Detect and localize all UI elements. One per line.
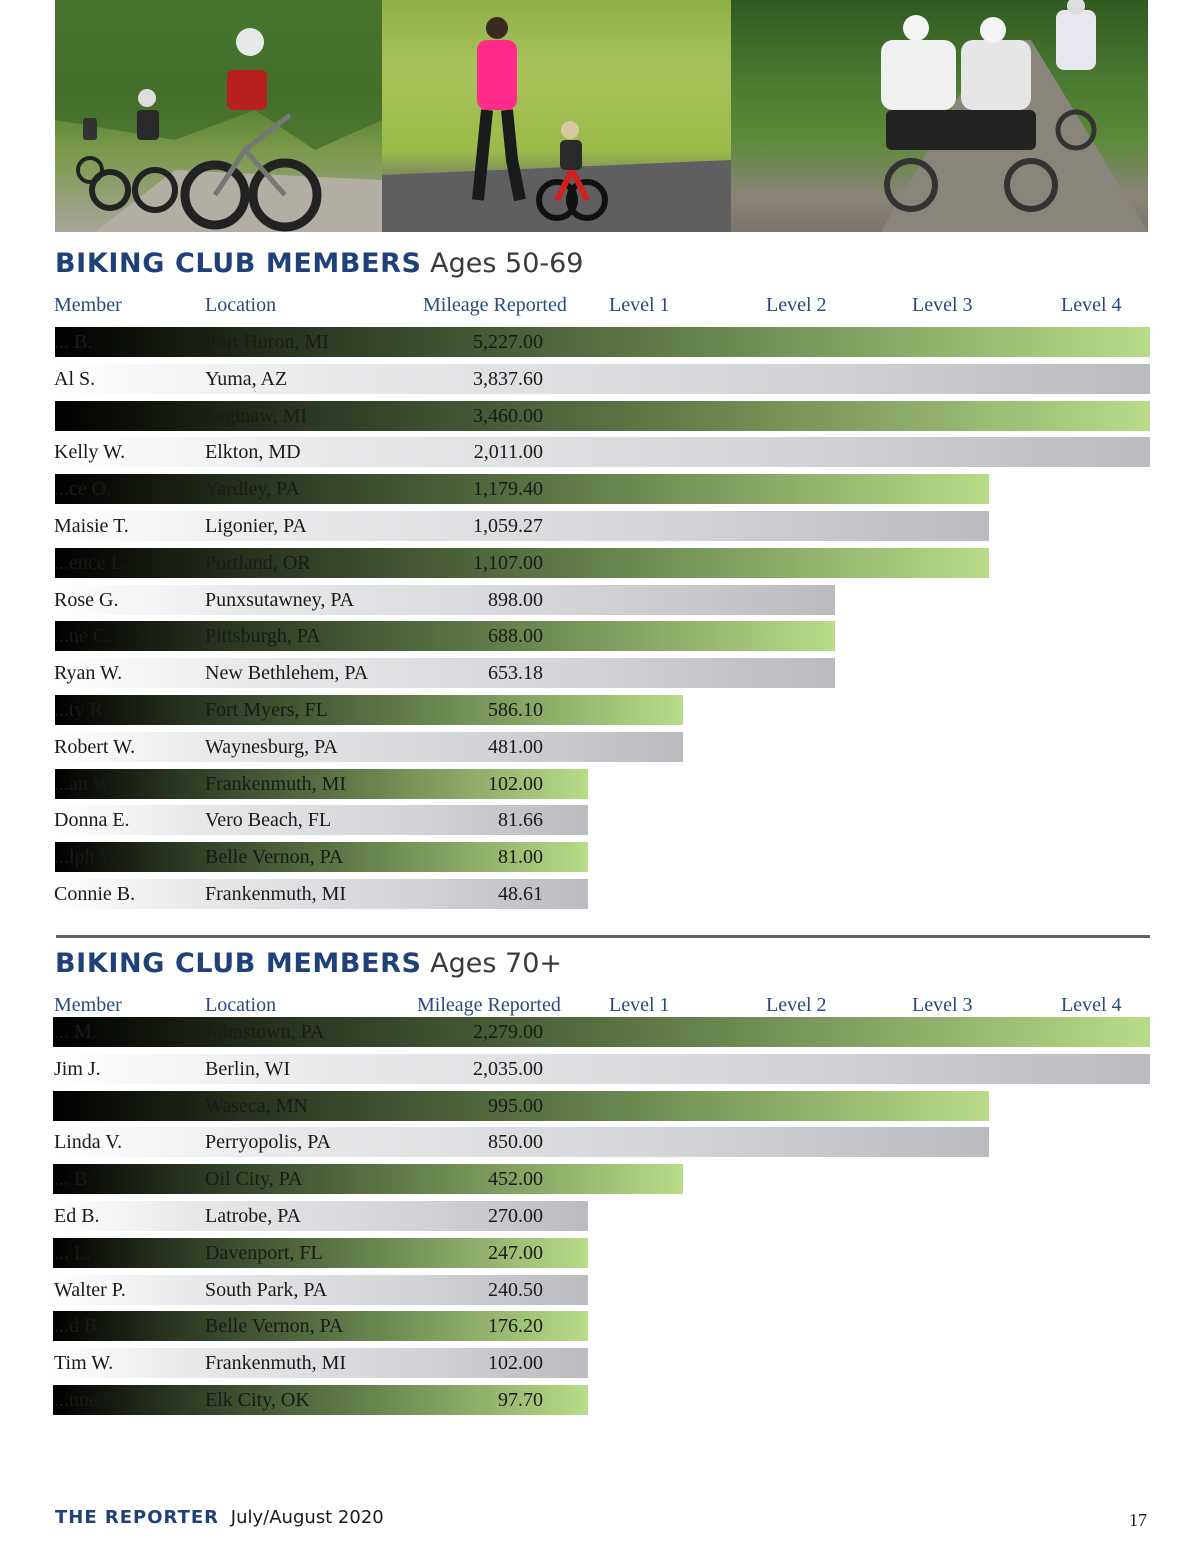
page-number: 17 bbox=[1129, 1510, 1147, 1530]
member-location: Vero Beach, FL bbox=[205, 809, 332, 831]
member-name: Kelly W. bbox=[54, 441, 126, 463]
column-headers bbox=[0, 992, 1200, 1018]
table-row bbox=[0, 1091, 1200, 1121]
section-title-strong: BIKING CLUB MEMBERS bbox=[55, 948, 422, 979]
table-row bbox=[0, 879, 1200, 909]
mileage-reported: 481.00 bbox=[488, 736, 543, 758]
member-name: Ryan W. bbox=[54, 662, 123, 684]
issue-date: July/August 2020 bbox=[230, 1507, 384, 1528]
member-location: Elkton, MD bbox=[205, 441, 301, 463]
table-row bbox=[0, 474, 1200, 504]
member-name: ... B. bbox=[54, 331, 93, 353]
member-name: Robert W. bbox=[54, 736, 136, 758]
member-name: Jim J. bbox=[54, 1058, 101, 1080]
footer bbox=[55, 1506, 384, 1530]
table-row bbox=[0, 327, 1200, 357]
table-row bbox=[0, 1017, 1200, 1047]
table-row bbox=[0, 1311, 1200, 1341]
table-row bbox=[0, 1275, 1200, 1305]
member-name: ...an W. bbox=[54, 773, 115, 795]
member-location: Portland, OR bbox=[205, 552, 311, 574]
member-name: Ed B. bbox=[54, 1205, 100, 1227]
member-location: Latrobe, PA bbox=[205, 1205, 301, 1227]
header-level-3: Level 3 bbox=[912, 294, 973, 316]
mileage-reported: 81.00 bbox=[498, 846, 543, 868]
table-row bbox=[0, 364, 1200, 394]
column-headers bbox=[0, 292, 1200, 318]
photo-strip bbox=[55, 0, 1148, 232]
member-location: Perryopolis, PA bbox=[205, 1131, 331, 1153]
table-row bbox=[0, 1164, 1200, 1194]
member-name: Maisie T. bbox=[54, 515, 129, 537]
table-row bbox=[0, 437, 1200, 467]
member-location: Fort Myers, FL bbox=[205, 699, 328, 721]
mileage-reported: 586.10 bbox=[488, 699, 543, 721]
member-location: Port Huron, MI bbox=[205, 331, 329, 353]
member-name: Walter P. bbox=[54, 1279, 126, 1301]
section-title-ages-70-plus bbox=[55, 948, 562, 980]
header-level-1: Level 1 bbox=[609, 294, 670, 316]
member-name: ... B. bbox=[54, 1168, 93, 1190]
mileage-reported: 97.70 bbox=[498, 1389, 543, 1411]
mileage-reported: 995.00 bbox=[488, 1095, 543, 1117]
mileage-reported: 247.00 bbox=[488, 1242, 543, 1264]
header-mileage: Mileage Reported bbox=[423, 294, 567, 316]
mileage-reported: 2,035.00 bbox=[473, 1058, 543, 1080]
table-row bbox=[0, 805, 1200, 835]
member-location: Ligonier, PA bbox=[205, 515, 307, 537]
mileage-reported: 102.00 bbox=[488, 773, 543, 795]
header-level-4: Level 4 bbox=[1061, 294, 1122, 316]
mileage-reported: 3,837.60 bbox=[473, 368, 543, 390]
member-location: Johnstown, PA bbox=[205, 1021, 325, 1043]
table-row bbox=[0, 1348, 1200, 1378]
mileage-reported: 102.00 bbox=[488, 1352, 543, 1374]
mileage-reported: 5,227.00 bbox=[473, 331, 543, 353]
section-title-sub: Ages 70+ bbox=[430, 948, 563, 979]
mileage-reported: 1,179.40 bbox=[473, 478, 543, 500]
header-level-4: Level 4 bbox=[1061, 994, 1122, 1016]
mileage-reported: 2,279.00 bbox=[473, 1021, 543, 1043]
mileage-reported: 850.00 bbox=[488, 1131, 543, 1153]
member-name: ...d B. bbox=[54, 1315, 103, 1337]
mileage-reported: 3,460.00 bbox=[473, 405, 543, 427]
header-mileage: Mileage Reported bbox=[417, 994, 561, 1016]
member-location: Frankenmuth, MI bbox=[205, 883, 347, 905]
member-location: Waynesburg, PA bbox=[205, 736, 338, 758]
header-member: Member bbox=[54, 994, 122, 1016]
table-row bbox=[0, 511, 1200, 541]
mileage-reported: 240.50 bbox=[488, 1279, 543, 1301]
section-divider bbox=[56, 935, 1150, 938]
seniors-on-tricycle-photo bbox=[731, 0, 1148, 232]
table-row bbox=[0, 585, 1200, 615]
member-name: Tim W. bbox=[54, 1352, 114, 1374]
mileage-reported: 688.00 bbox=[488, 625, 543, 647]
mileage-reported: 452.00 bbox=[488, 1168, 543, 1190]
member-name: Linda V. bbox=[54, 1131, 123, 1153]
member-location: Belle Vernon, PA bbox=[205, 846, 344, 868]
table-row bbox=[0, 695, 1200, 725]
section-title-ages-50-69 bbox=[55, 248, 583, 280]
runner-and-child-on-bike-photo bbox=[382, 0, 731, 232]
member-location: Yardley, PA bbox=[205, 478, 300, 500]
member-location: Elk City, OK bbox=[205, 1389, 310, 1411]
mileage-reported: 176.20 bbox=[488, 1315, 543, 1337]
mileage-reported: 898.00 bbox=[488, 589, 543, 611]
header-level-1: Level 1 bbox=[609, 994, 670, 1016]
mountain-bikers-photo bbox=[55, 0, 382, 232]
member-location: South Park, PA bbox=[205, 1279, 328, 1301]
member-name: ...ce O. bbox=[54, 478, 112, 500]
member-name: ...ence L. bbox=[54, 552, 128, 574]
member-name: ...nne E. bbox=[54, 1389, 121, 1411]
header-level-3: Level 3 bbox=[912, 994, 973, 1016]
member-name: Donna E. bbox=[54, 809, 130, 831]
member-location: Berlin, WI bbox=[205, 1058, 291, 1080]
member-name: ... M. bbox=[54, 1021, 97, 1043]
member-location: Saginaw, MI bbox=[205, 405, 308, 427]
table-row bbox=[0, 621, 1200, 651]
member-location: Punxsutawney, PA bbox=[205, 589, 355, 611]
mileage-reported: 81.66 bbox=[498, 809, 543, 831]
member-name: ... L. bbox=[54, 1242, 92, 1264]
mileage-reported: 270.00 bbox=[488, 1205, 543, 1227]
table-row bbox=[0, 1238, 1200, 1268]
member-location: Belle Vernon, PA bbox=[205, 1315, 344, 1337]
table-row bbox=[0, 769, 1200, 799]
table-row bbox=[0, 1201, 1200, 1231]
table-row bbox=[0, 842, 1200, 872]
member-location: New Bethlehem, PA bbox=[205, 662, 369, 684]
table-row bbox=[0, 658, 1200, 688]
member-name: Connie B. bbox=[54, 883, 136, 905]
member-location: Davenport, FL bbox=[205, 1242, 323, 1264]
member-name: Al S. bbox=[54, 368, 96, 390]
mileage-reported: 653.18 bbox=[488, 662, 543, 684]
member-name: Rose G. bbox=[54, 589, 119, 611]
member-name: ...ty R. bbox=[54, 699, 108, 721]
section-title-sub: Ages 50-69 bbox=[430, 248, 584, 279]
table-row bbox=[0, 401, 1200, 431]
header-member: Member bbox=[54, 294, 122, 316]
table-row bbox=[0, 1054, 1200, 1084]
member-location: Frankenmuth, MI bbox=[205, 773, 347, 795]
table-row bbox=[0, 1385, 1200, 1415]
header-location: Location bbox=[205, 294, 277, 316]
member-location: Waseca, MN bbox=[205, 1095, 308, 1117]
member-name: ...ne C. bbox=[54, 625, 112, 647]
header-location: Location bbox=[205, 994, 277, 1016]
section-title-strong: BIKING CLUB MEMBERS bbox=[55, 248, 422, 279]
publication-name: THE REPORTER bbox=[55, 1507, 220, 1528]
mileage-reported: 2,011.00 bbox=[473, 441, 543, 463]
member-location: Pittsburgh, PA bbox=[205, 625, 321, 647]
member-name: ...lph W. bbox=[54, 846, 122, 868]
member-location: Oil City, PA bbox=[205, 1168, 303, 1190]
mileage-reported: 48.61 bbox=[498, 883, 543, 905]
table-row bbox=[0, 1127, 1200, 1157]
table-row bbox=[0, 548, 1200, 578]
mileage-reported: 1,107.00 bbox=[473, 552, 543, 574]
header-level-2: Level 2 bbox=[766, 294, 827, 316]
table-row bbox=[0, 732, 1200, 762]
mileage-reported: 1,059.27 bbox=[473, 515, 543, 537]
member-location: Frankenmuth, MI bbox=[205, 1352, 347, 1374]
header-level-2: Level 2 bbox=[766, 994, 827, 1016]
member-location: Yuma, AZ bbox=[205, 368, 288, 390]
